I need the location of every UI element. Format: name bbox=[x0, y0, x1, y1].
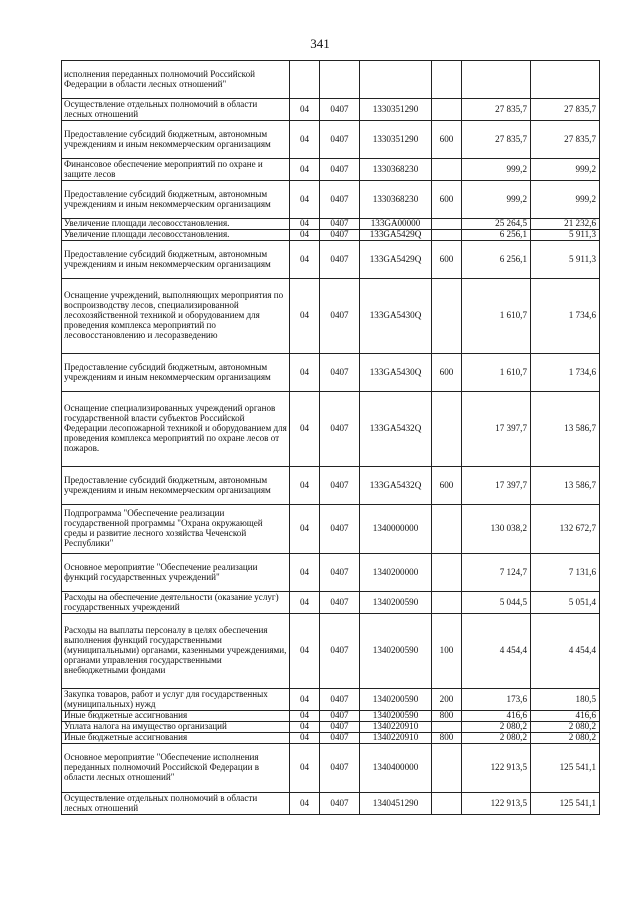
row-section: 04 bbox=[290, 744, 320, 793]
row-target-code: 1340200000 bbox=[360, 554, 432, 592]
row-target-code: 1340400000 bbox=[360, 744, 432, 793]
table-row bbox=[62, 733, 600, 744]
row-expense-type bbox=[432, 392, 462, 467]
row-amount-2: 21 232,6 bbox=[531, 219, 600, 230]
table-row bbox=[62, 219, 600, 230]
row-target-code: 133GA5432Q bbox=[360, 392, 432, 467]
row-target-code: 133GA5432Q bbox=[360, 467, 432, 505]
row-subsection bbox=[320, 61, 360, 99]
row-section: 04 bbox=[290, 121, 320, 159]
row-amount-2: 7 131,6 bbox=[531, 554, 600, 592]
row-name: Расходы на выплаты персоналу в целях обеспечения выполнения функций государственными (муниципальными) органами, казенными учреждениями, органами управления государственными внебюджетными фондами bbox=[62, 614, 290, 689]
row-amount-1: 25 264,5 bbox=[462, 219, 531, 230]
row-amount-2: 2 080,2 bbox=[531, 722, 600, 733]
row-subsection: 0407 bbox=[320, 711, 360, 722]
row-expense-type: 600 bbox=[432, 181, 462, 219]
row-section: 04 bbox=[290, 592, 320, 614]
row-subsection: 0407 bbox=[320, 744, 360, 793]
row-section: 04 bbox=[290, 392, 320, 467]
table-row bbox=[62, 392, 600, 467]
row-subsection: 0407 bbox=[320, 392, 360, 467]
row-name: Оснащение учреждений, выполняющих мероприятия по воспроизводству лесов, специализированной лесохозяйственной техникой и оборудованием для проведения комплекса мероприятий по лесовосстановлению и лесоразведению bbox=[62, 279, 290, 354]
table-row bbox=[62, 689, 600, 711]
row-amount-1: 6 256,1 bbox=[462, 241, 531, 279]
row-amount-1 bbox=[462, 61, 531, 99]
row-name: Финансовое обеспечение мероприятий по охране и защите лесов bbox=[62, 159, 290, 181]
row-section: 04 bbox=[290, 279, 320, 354]
row-amount-2: 5 911,3 bbox=[531, 241, 600, 279]
row-amount-1: 1 610,7 bbox=[462, 354, 531, 392]
row-section: 04 bbox=[290, 181, 320, 219]
table-row bbox=[62, 711, 600, 722]
row-section: 04 bbox=[290, 793, 320, 815]
row-subsection: 0407 bbox=[320, 505, 360, 554]
row-subsection: 0407 bbox=[320, 793, 360, 815]
table-row bbox=[62, 159, 600, 181]
row-target-code: 133GA5429Q bbox=[360, 230, 432, 241]
row-amount-2: 5 911,3 bbox=[531, 230, 600, 241]
row-expense-type: 100 bbox=[432, 614, 462, 689]
row-name: Увеличение площади лесовосстановления. bbox=[62, 230, 290, 241]
row-target-code: 1330351290 bbox=[360, 99, 432, 121]
row-name: Оснащение специализированных учреждений органов государственной власти субъектов Российской Федерации лесопожарной техникой и оборудованием для проведения комплекса мероприятий по охране лесов от пожаров. bbox=[62, 392, 290, 467]
row-name: Осуществление отдельных полномочий в области лесных отношений bbox=[62, 793, 290, 815]
row-amount-2: 180,5 bbox=[531, 689, 600, 711]
row-amount-1: 7 124,7 bbox=[462, 554, 531, 592]
row-target-code: 1340220910 bbox=[360, 722, 432, 733]
row-name: Предоставление субсидий бюджетным, автономным учреждениям и иным некоммерческим организациям bbox=[62, 181, 290, 219]
row-subsection: 0407 bbox=[320, 689, 360, 711]
row-amount-1: 17 397,7 bbox=[462, 392, 531, 467]
row-expense-type: 600 bbox=[432, 467, 462, 505]
row-amount-2: 132 672,7 bbox=[531, 505, 600, 554]
row-expense-type: 600 bbox=[432, 121, 462, 159]
row-subsection: 0407 bbox=[320, 241, 360, 279]
row-target-code: 1340200590 bbox=[360, 689, 432, 711]
row-name: Основное мероприятие "Обеспечение реализации функций государственных учреждений" bbox=[62, 554, 290, 592]
table-row bbox=[62, 181, 600, 219]
row-subsection: 0407 bbox=[320, 230, 360, 241]
row-amount-2: 125 541,1 bbox=[531, 744, 600, 793]
row-name: Подпрограмма "Обеспечение реализации государственной программы "Охрана окружающей среды и развитие лесного хозяйства Чеченской Республики" bbox=[62, 505, 290, 554]
row-expense-type bbox=[432, 592, 462, 614]
row-target-code: 133GA5430Q bbox=[360, 279, 432, 354]
row-section: 04 bbox=[290, 230, 320, 241]
row-subsection: 0407 bbox=[320, 614, 360, 689]
row-name: Закупка товаров, работ и услуг для государственных (муниципальных) нужд bbox=[62, 689, 290, 711]
table-row bbox=[62, 354, 600, 392]
row-target-code bbox=[360, 61, 432, 99]
row-name: Предоставление субсидий бюджетным, автономным учреждениям и иным некоммерческим организациям bbox=[62, 354, 290, 392]
row-amount-1: 999,2 bbox=[462, 159, 531, 181]
row-amount-2: 5 051,4 bbox=[531, 592, 600, 614]
row-amount-1: 1 610,7 bbox=[462, 279, 531, 354]
row-expense-type bbox=[432, 554, 462, 592]
row-subsection: 0407 bbox=[320, 722, 360, 733]
row-subsection: 0407 bbox=[320, 354, 360, 392]
row-expense-type: 200 bbox=[432, 689, 462, 711]
row-name: Предоставление субсидий бюджетным, автономным учреждениям и иным некоммерческим организациям bbox=[62, 241, 290, 279]
row-amount-2: 13 586,7 bbox=[531, 467, 600, 505]
row-target-code: 133GA00000 bbox=[360, 219, 432, 230]
page-number: 341 bbox=[310, 36, 330, 51]
row-amount-1: 173,6 bbox=[462, 689, 531, 711]
row-expense-type bbox=[432, 744, 462, 793]
row-section: 04 bbox=[290, 219, 320, 230]
row-expense-type bbox=[432, 61, 462, 99]
row-section: 04 bbox=[290, 241, 320, 279]
row-expense-type: 800 bbox=[432, 711, 462, 722]
row-target-code: 1340200590 bbox=[360, 614, 432, 689]
table-row bbox=[62, 99, 600, 121]
row-amount-2: 1 734,6 bbox=[531, 354, 600, 392]
row-subsection: 0407 bbox=[320, 592, 360, 614]
table-row bbox=[62, 230, 600, 241]
row-subsection: 0407 bbox=[320, 121, 360, 159]
row-amount-1: 4 454,4 bbox=[462, 614, 531, 689]
row-expense-type bbox=[432, 722, 462, 733]
row-target-code: 1330351290 bbox=[360, 121, 432, 159]
row-amount-2: 416,6 bbox=[531, 711, 600, 722]
row-section bbox=[290, 61, 320, 99]
row-target-code: 1330368230 bbox=[360, 159, 432, 181]
row-section: 04 bbox=[290, 733, 320, 744]
row-name: Предоставление субсидий бюджетным, автономным учреждениям и иным некоммерческим организациям bbox=[62, 467, 290, 505]
row-section: 04 bbox=[290, 689, 320, 711]
row-section: 04 bbox=[290, 354, 320, 392]
row-subsection: 0407 bbox=[320, 554, 360, 592]
row-amount-2: 27 835,7 bbox=[531, 121, 600, 159]
table-row bbox=[62, 241, 600, 279]
row-section: 04 bbox=[290, 467, 320, 505]
row-target-code: 1340220910 bbox=[360, 733, 432, 744]
table-row bbox=[62, 744, 600, 793]
row-name: Увеличение площади лесовосстановления. bbox=[62, 219, 290, 230]
row-amount-1: 6 256,1 bbox=[462, 230, 531, 241]
row-expense-type bbox=[432, 159, 462, 181]
row-amount-2: 125 541,1 bbox=[531, 793, 600, 815]
row-target-code: 1340200590 bbox=[360, 592, 432, 614]
row-subsection: 0407 bbox=[320, 733, 360, 744]
row-section: 04 bbox=[290, 505, 320, 554]
row-expense-type: 600 bbox=[432, 241, 462, 279]
row-expense-type bbox=[432, 279, 462, 354]
table-row bbox=[62, 505, 600, 554]
row-amount-2: 4 454,4 bbox=[531, 614, 600, 689]
row-expense-type bbox=[432, 99, 462, 121]
row-section: 04 bbox=[290, 99, 320, 121]
row-section: 04 bbox=[290, 711, 320, 722]
row-target-code: 133GA5430Q bbox=[360, 354, 432, 392]
row-target-code: 133GA5429Q bbox=[360, 241, 432, 279]
row-amount-2: 13 586,7 bbox=[531, 392, 600, 467]
row-expense-type bbox=[432, 230, 462, 241]
row-subsection: 0407 bbox=[320, 219, 360, 230]
row-name: Предоставление субсидий бюджетным, автономным учреждениям и иным некоммерческим организациям bbox=[62, 121, 290, 159]
table-row bbox=[62, 592, 600, 614]
table-row bbox=[62, 722, 600, 733]
row-name: Уплата налога на имущество организаций bbox=[62, 722, 290, 733]
row-section: 04 bbox=[290, 722, 320, 733]
table-row bbox=[62, 614, 600, 689]
row-subsection: 0407 bbox=[320, 279, 360, 354]
row-name: Расходы на обеспечение деятельности (оказание услуг) государственных учреждений bbox=[62, 592, 290, 614]
row-section: 04 bbox=[290, 159, 320, 181]
row-expense-type: 800 bbox=[432, 733, 462, 744]
row-target-code: 1330368230 bbox=[360, 181, 432, 219]
row-amount-2 bbox=[531, 61, 600, 99]
row-amount-1: 416,6 bbox=[462, 711, 531, 722]
row-amount-1: 130 038,2 bbox=[462, 505, 531, 554]
row-amount-1: 2 080,2 bbox=[462, 722, 531, 733]
row-amount-1: 122 913,5 bbox=[462, 744, 531, 793]
row-amount-1: 17 397,7 bbox=[462, 467, 531, 505]
row-amount-2: 999,2 bbox=[531, 181, 600, 219]
table-row bbox=[62, 467, 600, 505]
row-expense-type: 600 bbox=[432, 354, 462, 392]
row-subsection: 0407 bbox=[320, 159, 360, 181]
table-row bbox=[62, 121, 600, 159]
row-expense-type bbox=[432, 219, 462, 230]
row-target-code: 1340451290 bbox=[360, 793, 432, 815]
row-subsection: 0407 bbox=[320, 181, 360, 219]
table-row bbox=[62, 279, 600, 354]
row-target-code: 1340000000 bbox=[360, 505, 432, 554]
row-subsection: 0407 bbox=[320, 467, 360, 505]
row-expense-type bbox=[432, 505, 462, 554]
row-amount-2: 999,2 bbox=[531, 159, 600, 181]
row-expense-type bbox=[432, 793, 462, 815]
row-amount-2: 2 080,2 bbox=[531, 733, 600, 744]
table-row bbox=[62, 61, 600, 99]
budget-table bbox=[61, 60, 600, 815]
row-name: исполнения переданных полномочий Российской Федерации в области лесных отношений" bbox=[62, 61, 290, 99]
row-name: Иные бюджетные ассигнования bbox=[62, 733, 290, 744]
table-row bbox=[62, 793, 600, 815]
row-name: Осуществление отдельных полномочий в области лесных отношений bbox=[62, 99, 290, 121]
row-target-code: 1340200590 bbox=[360, 711, 432, 722]
row-name: Основное мероприятие "Обеспечение исполнения переданных полномочий Российской Федерации в области лесных отношений" bbox=[62, 744, 290, 793]
row-name: Иные бюджетные ассигнования bbox=[62, 711, 290, 722]
row-amount-2: 1 734,6 bbox=[531, 279, 600, 354]
row-amount-1: 2 080,2 bbox=[462, 733, 531, 744]
row-amount-2: 27 835,7 bbox=[531, 99, 600, 121]
table-row bbox=[62, 554, 600, 592]
row-amount-1: 999,2 bbox=[462, 181, 531, 219]
row-subsection: 0407 bbox=[320, 99, 360, 121]
row-amount-1: 27 835,7 bbox=[462, 121, 531, 159]
row-amount-1: 122 913,5 bbox=[462, 793, 531, 815]
row-amount-1: 27 835,7 bbox=[462, 99, 531, 121]
row-section: 04 bbox=[290, 554, 320, 592]
row-section: 04 bbox=[290, 614, 320, 689]
row-amount-1: 5 044,5 bbox=[462, 592, 531, 614]
